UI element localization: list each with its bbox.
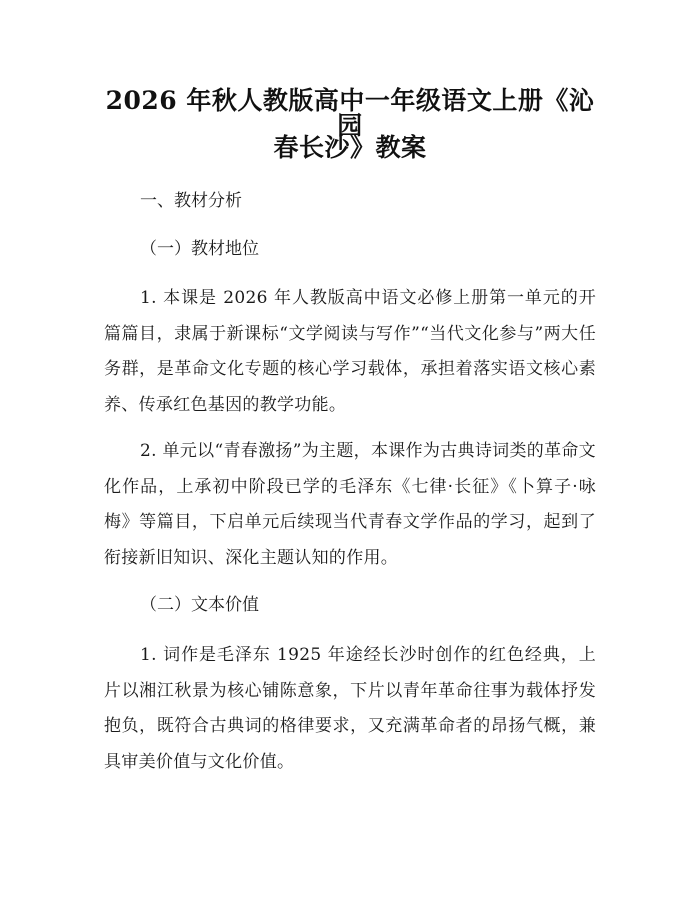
paragraph-material-status-1: 1. 本课是 2026 年人教版高中语文必修上册第一单元的开篇篇目，隶属于新课标“文学阅读与写作”“当代文化参与”两大任务群，是革命文化专题的核心学习载体，承担着落实语文核心素养、传承红色基因的教学功能。 (104, 288, 596, 415)
subsection-heading-text-value: （二）文本价值 (140, 595, 259, 615)
document-title-line-2: 春长沙》教案 (273, 133, 427, 162)
section-heading-teaching-material-analysis: 一、教材分析 (140, 191, 242, 211)
document-title-line-1: 2026 年秋人教版高中一年级语文上册《沁园 (105, 86, 595, 140)
subsection-heading-material-status: （一）教材地位 (140, 239, 259, 259)
paragraph-material-status-2: 2. 单元以“青春激扬”为主题，本课作为古典诗词类的革命文化作品，上承初中阶段已学的毛泽东《七律·长征》《卜算子·咏梅》等篇目，下启单元后续现当代青春文学作品的学习，起到了衔接新旧知识、深化主题认知的作用。 (104, 441, 596, 568)
paragraph-text-value-1: 1. 词作是毛泽东 1925 年途经长沙时创作的红色经典，上片以湘江秋景为核心铺陈意象，下片以青年革命往事为载体抒发抱负，既符合古典词的格律要求，又充满革命者的昂扬气概，兼具审美价值与文化价值。 (104, 645, 596, 772)
